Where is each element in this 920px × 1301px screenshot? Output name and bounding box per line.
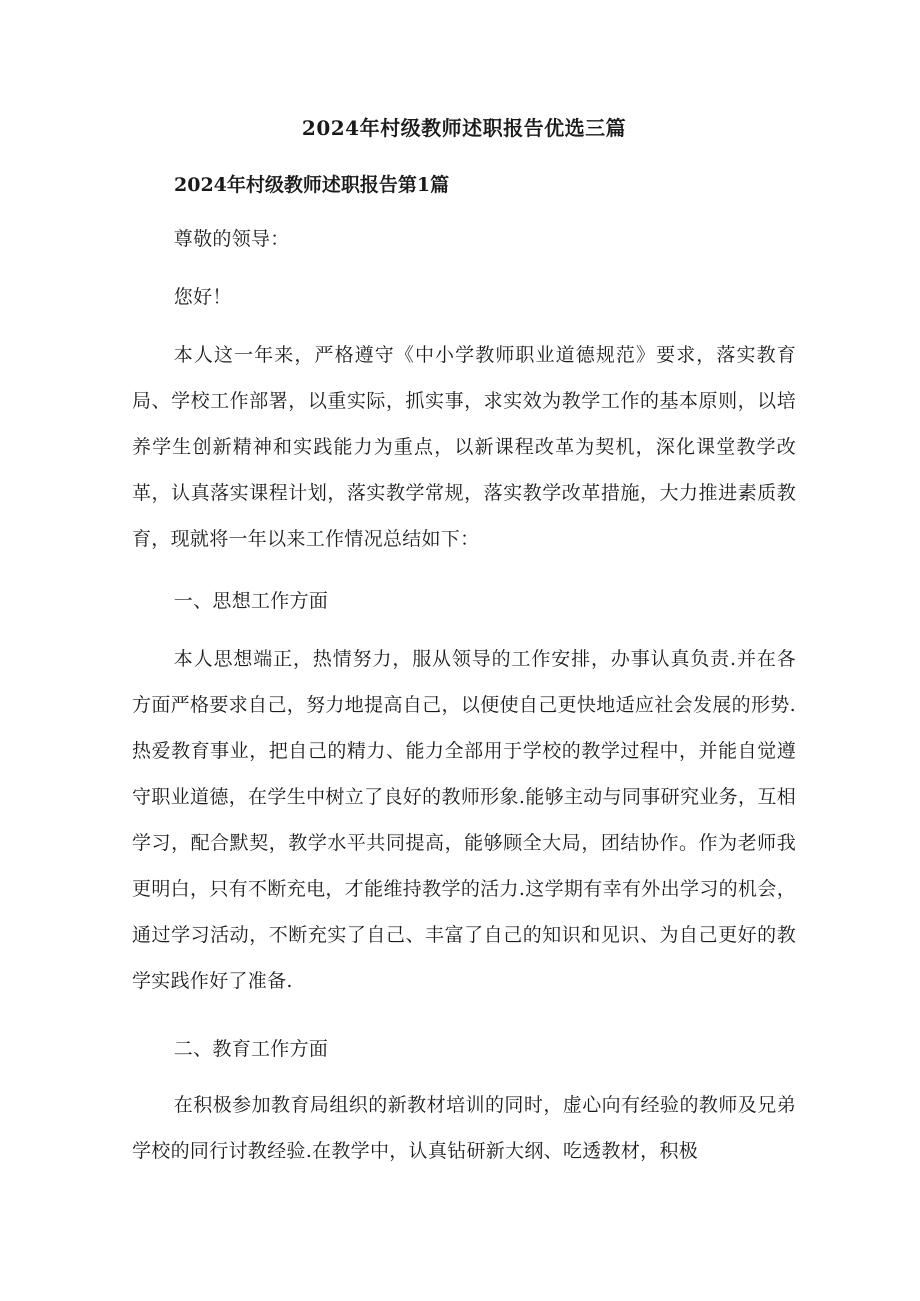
heading-ideology: 一、思想工作方面	[173, 590, 329, 612]
section-title: 2024年村级教师述职报告第1篇	[174, 174, 450, 196]
education-paragraph: 在积极参加教育局组织的新教材培训的同时，虚心向有经验的教师及兄弟学校的同行讨教经验.在教学中，认真钻研新大纲、吃透教材，积极	[132, 1094, 796, 1162]
ideology-paragraph: 本人思想端正，热情努力，服从领导的工作安排，办事认真负责.并在各方面严格要求自己，努力地提高自己，以便使自己更快地适应社会发展的形势.热爱教育事业，把自己的精力、能力全部用于学校的教学过程中，并能自觉遵守职业道德，在学生中树立了良好的教师形象.能够主动与同事研究业务，互相学习，配合默契，教学水平共同提高，能够顾全大局，团结协作。作为老师我更明白，只有不断充电，才能维持教学的活力.这学期有幸有外出学习的机会，通过学习活动，不断充实了自己、丰富了自己的知识和见识、为自己更好的教学实践作好了准备.	[132, 648, 796, 992]
salutation: 尊敬的领导：	[173, 228, 290, 250]
heading-education: 二、教育工作方面	[173, 1038, 329, 1060]
document-title: 2024年村级教师述职报告优选三篇	[301, 116, 627, 140]
greeting: 您好！	[173, 286, 232, 308]
intro-paragraph: 本人这一年来，严格遵守《中小学教师职业道德规范》要求，落实教育局、学校工作部署，以重实际，抓实事，求实效为教学工作的基本原则，以培养学生创新精神和实践能力为重点，以新课程改革为契机，深化课堂教学改革，认真落实课程计划，落实教学常规，落实教学改革措施，大力推进素质教育，现就将一年以来工作情况总结如下：	[132, 344, 796, 550]
